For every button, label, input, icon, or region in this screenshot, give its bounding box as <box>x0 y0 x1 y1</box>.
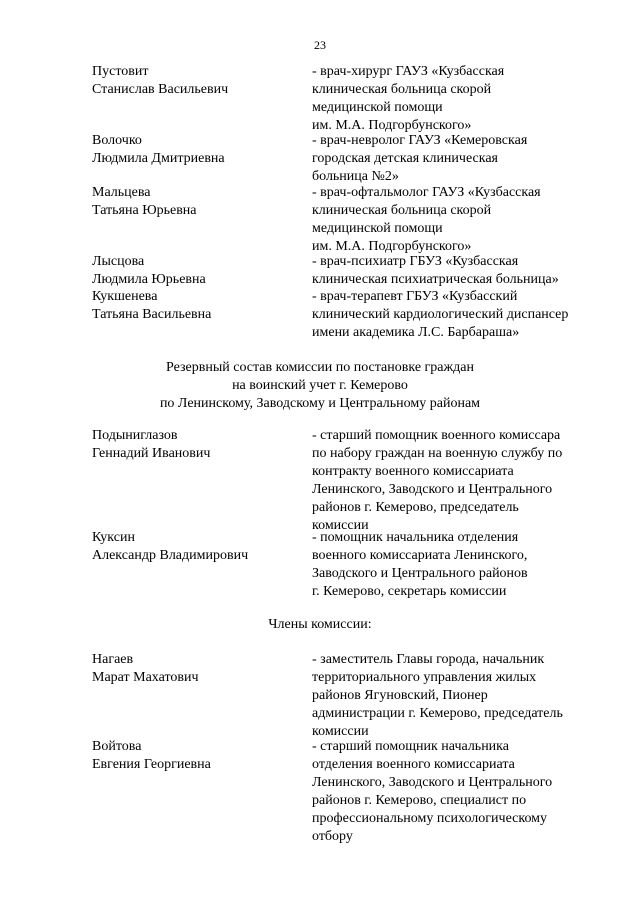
position-line: профессиональному психологическому <box>312 811 548 826</box>
position-line: по набору граждан на военную службу по <box>312 446 563 461</box>
position-line: клиническая психиатрическая больница» <box>312 272 559 287</box>
position-line: комиссии <box>312 518 369 533</box>
member-surname: Волочко <box>92 133 142 148</box>
member-given-names: Станислав Васильевич <box>92 82 229 97</box>
member-surname: Войтова <box>92 739 142 754</box>
position-line: - врач-невролог ГАУЗ «Кемеровская <box>312 133 528 148</box>
position-line: - врач-офтальмолог ГАУЗ «Кузбасская <box>312 185 541 200</box>
member-name <box>92 288 302 324</box>
member-surname: Пустовит <box>92 64 149 79</box>
position-line: - старший помощник начальника <box>312 739 509 754</box>
position-line: медицинской помощи <box>312 100 443 115</box>
position-line: районов г. Кемерово, председатель <box>312 500 519 515</box>
member-position <box>312 529 612 601</box>
member-surname: Куксин <box>92 530 135 545</box>
position-line: Ленинского, Заводского и Центрального <box>312 775 553 790</box>
position-line: - врач-терапевт ГБУЗ «Кузбасский <box>312 289 518 304</box>
heading-line: Резервный состав комиссии по постановке граждан <box>166 360 474 375</box>
members-heading <box>0 616 640 634</box>
member-given-names: Александр Владимирович <box>92 548 249 563</box>
member-surname: Лысцова <box>92 254 145 269</box>
member-name <box>92 132 302 168</box>
position-line: военного комиссариата Ленинского, <box>312 548 528 563</box>
member-name <box>92 63 302 99</box>
member-name <box>92 529 302 565</box>
member-name <box>92 253 302 289</box>
position-line: районов г. Кемерово, специалист по <box>312 793 527 808</box>
member-name <box>92 651 302 687</box>
position-line: отделения военного комиссариата <box>312 757 515 772</box>
position-line: районов Ягуновский, Пионер <box>312 688 488 703</box>
position-line: - врач-хирург ГАУЗ «Кузбасская <box>312 64 505 79</box>
member-name <box>92 184 302 220</box>
section-heading <box>0 359 640 413</box>
member-given-names: Евгения Георгиевна <box>92 757 211 772</box>
member-position <box>312 738 612 846</box>
member-given-names: Марат Махатович <box>92 670 199 685</box>
heading-line: по Ленинскому, Заводскому и Центральному районам <box>159 396 481 411</box>
position-line: - помощник начальника отделения <box>312 530 519 545</box>
member-name <box>92 738 302 774</box>
member-position <box>312 288 612 342</box>
member-surname: Нагаев <box>92 652 134 667</box>
member-name <box>92 427 302 463</box>
member-surname: Кукшенева <box>92 289 158 304</box>
position-line: контракту военного комиссариата <box>312 464 514 479</box>
member-given-names: Людмила Юрьевна <box>92 272 206 287</box>
member-position <box>312 63 612 135</box>
position-line: - врач-психиатр ГБУЗ «Кузбасская <box>312 254 519 269</box>
position-line: клиническая больница скорой <box>312 82 492 97</box>
position-line: администрации г. Кемерово, председатель <box>312 706 563 721</box>
position-line: Заводского и Центрального районов <box>312 566 528 581</box>
position-line: имени академика Л.С. Барбараша» <box>312 325 520 340</box>
position-line: г. Кемерово, секретарь комиссии <box>312 584 507 599</box>
heading-line: Члены комиссии: <box>268 617 372 632</box>
member-position <box>312 651 612 741</box>
heading-line: на воинский учет г. Кемерово <box>232 378 408 393</box>
position-line: - старший помощник военного комиссара <box>312 428 561 443</box>
member-given-names: Татьяна Васильевна <box>92 307 212 322</box>
member-position <box>312 427 612 535</box>
position-line: территориального управления жилых <box>312 670 537 685</box>
position-line: медицинской помощи <box>312 221 443 236</box>
member-surname: Подыниглазов <box>92 428 178 443</box>
member-position <box>312 132 612 186</box>
member-given-names: Татьяна Юрьевна <box>92 203 197 218</box>
position-line: Ленинского, Заводского и Центрального <box>312 482 553 497</box>
member-position <box>312 253 612 289</box>
position-line: клиническая больница скорой <box>312 203 492 218</box>
page-number: 23 <box>314 38 326 52</box>
member-given-names: Геннадий Иванович <box>92 446 211 461</box>
position-line: отбору <box>312 829 353 844</box>
member-surname: Мальцева <box>92 185 151 200</box>
position-line: больница №2» <box>312 169 399 184</box>
position-line: - заместитель Главы города, начальник <box>312 652 545 667</box>
position-line: городская детская клиническая <box>312 151 498 166</box>
position-line: клинический кардиологический диспансер <box>312 307 569 322</box>
position-line: им. М.А. Подгорбунского» <box>312 118 472 133</box>
member-given-names: Людмила Дмитриевна <box>92 151 225 166</box>
position-line: им. М.А. Подгорбунского» <box>312 239 472 254</box>
member-position <box>312 184 612 256</box>
position-line: комиссии <box>312 724 369 739</box>
